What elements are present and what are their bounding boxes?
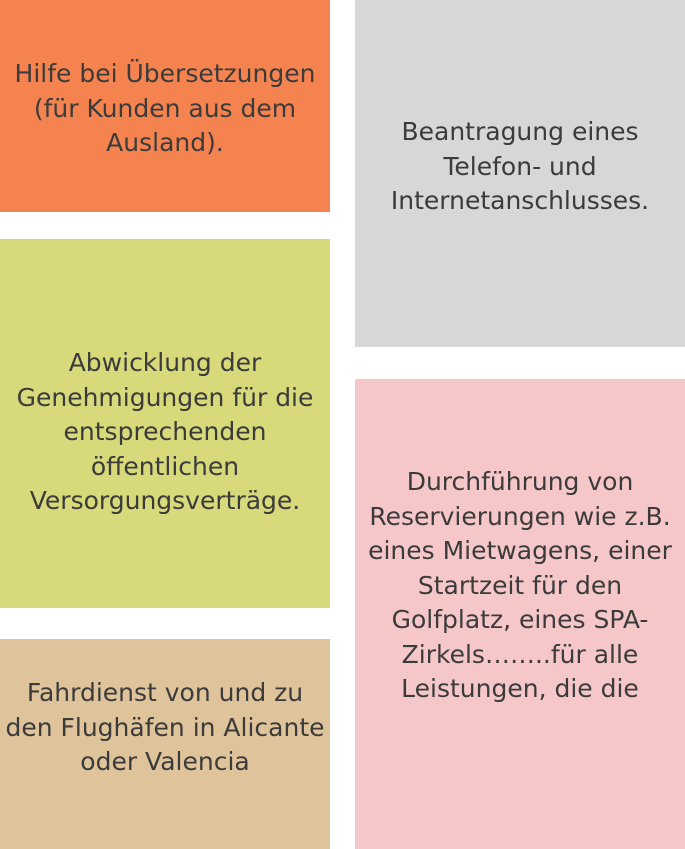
tile-translation-help-text: Hilfe bei Übersetzungen (für Kunden aus dem Ausland). <box>14 59 316 157</box>
tile-translation-help <box>0 0 330 212</box>
tile-airport-shuttle <box>0 639 330 849</box>
tile-airport-shuttle-text: Fahrdienst von und zu den Flughäfen in Alicante oder Valencia <box>5 678 325 776</box>
tile-phone-internet <box>355 0 685 347</box>
tile-utility-permits <box>0 239 330 608</box>
tile-reservations-text: Durchführung von Reservierungen wie z.B. eines Mietwagens, einer Startzeit für den Golfplatz, eines SPA-Zirkels……..für alle Leistungen, die die <box>368 467 672 703</box>
tile-utility-permits-text: Abwicklung der Genehmigungen für die entsprechenden öffentlichen Versorgungsverträge. <box>16 348 314 515</box>
tile-reservations <box>355 379 685 849</box>
tile-phone-internet-text: Beantragung eines Telefon- und Internetanschlusses. <box>390 117 650 215</box>
